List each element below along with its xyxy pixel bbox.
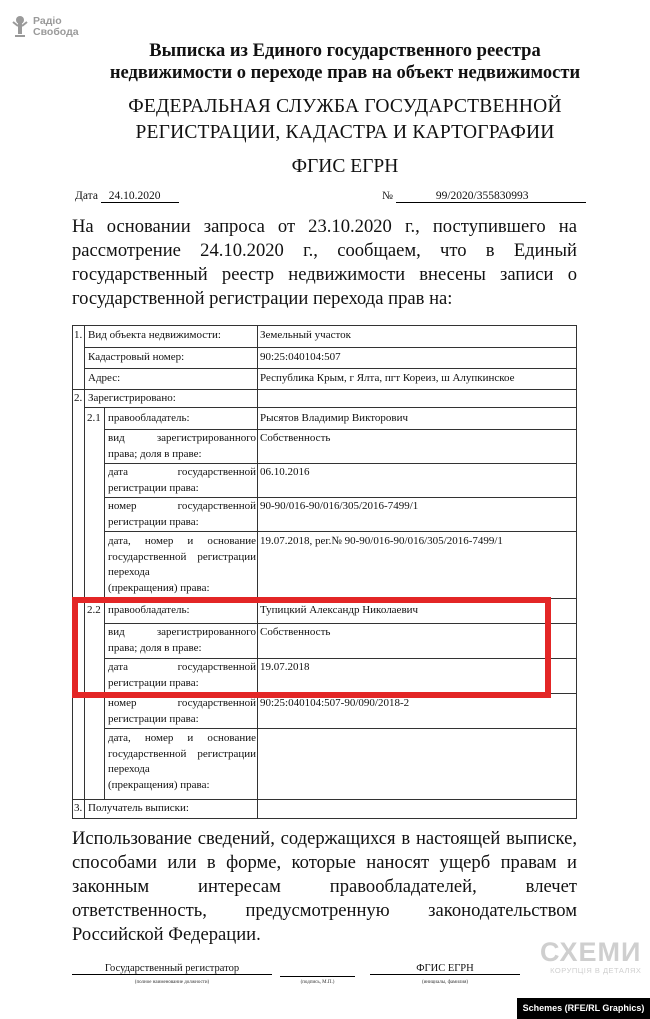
agency-name: [60, 94, 630, 146]
subsection-2-2-number: 2.2: [87, 604, 101, 616]
right-type-value-2-2: Собственность: [260, 626, 331, 638]
address-label: Адрес:: [88, 372, 121, 384]
logo-line-2: Свобода: [33, 26, 79, 38]
right-type-label-2-2: вид зарегистрированного права; доля в праве:: [108, 626, 256, 654]
number-value: 99/2020/355830993: [396, 190, 586, 203]
intro-paragraph: На основании запроса от 23.10.2020 г., поступившего на рассмотрение 24.10.2020 г., сообщаем, что в Единый государственный реестр недвижимости внесены записи о государственной регистрации перехода прав на:: [72, 216, 577, 309]
record-table: [72, 325, 577, 819]
radio-svoboda-logo: [10, 14, 79, 40]
reg-number-value-2-2: 90:25:040104:507-90/090/2018-2: [260, 697, 410, 709]
recipient-label: Получатель выписки:: [88, 802, 189, 814]
reg-number-label-2-2: номер государственной регистрации права:: [108, 697, 256, 725]
reg-date-value-2-2: 19.07.2018: [260, 661, 310, 673]
row-3-number: 3.: [74, 802, 83, 814]
holder-label-2-2: правообладатель:: [108, 604, 190, 616]
fgis-signature-line: ФГИС ЕГРН: [370, 963, 520, 975]
document-title: [60, 40, 630, 84]
registrar-signature-line: Государственный регистратор: [72, 963, 272, 975]
row-1-number: 1.: [74, 329, 83, 341]
watermark-sub: КОРУПЦІЯ В ДЕТАЛЯХ: [550, 966, 642, 975]
right-type-label-2-1: вид зарегистрированного права; доля в праве:: [108, 432, 256, 460]
registered-label: Зарегистрировано:: [88, 392, 176, 404]
date-value: 24.10.2020: [101, 190, 179, 203]
fgis-caption: (инициалы, фамилия): [421, 980, 469, 985]
cadastral-value: 90:25:040104:507: [260, 351, 341, 363]
schemes-watermark: [540, 938, 641, 975]
signature-line: [280, 963, 355, 977]
right-type-value-2-1: Собственность: [260, 432, 331, 444]
registrar-caption: (полное наименование должности): [134, 980, 210, 985]
object-type-value: Земельный участок: [260, 329, 351, 341]
signature-caption: (подпись, М.П.): [300, 980, 335, 985]
transfer-label-2-1: дата, номер и основание государственной регистрации перехода (прекращения) права:: [108, 535, 256, 594]
watermark-main: СХЕМИ: [540, 937, 642, 967]
cadastral-label: Кадастровый номер:: [88, 351, 185, 363]
address-value: Республика Крым, г Ялта, пгт Кореиз, ш Алупкинское: [260, 372, 515, 384]
holder-value-2-2: Тупицкий Александр Николаевич: [260, 604, 419, 616]
reg-number-label-2-1: номер государственной регистрации права:: [108, 500, 256, 528]
number-label: №: [382, 190, 393, 202]
credit-label: Schemes (RFE/RL Graphics): [517, 998, 650, 1019]
number-field: [382, 190, 586, 203]
holder-label-2-1: правообладатель:: [108, 412, 190, 424]
reg-date-label-2-2: дата государственной регистрации права:: [108, 661, 256, 689]
logo-line-1: Радіо: [33, 15, 62, 27]
highlight-box: [72, 597, 551, 698]
reg-date-value-2-1: 06.10.2016: [260, 466, 310, 478]
agency-line-1: ФЕДЕРАЛЬНАЯ СЛУЖБА ГОСУДАРСТВЕННОЙ: [128, 96, 562, 117]
system-name: ФГИС ЕГРН: [291, 156, 399, 177]
date-label: Дата: [75, 190, 98, 202]
reg-date-label-2-1: дата государственной регистрации права:: [108, 466, 256, 494]
transfer-label-2-2: дата, номер и основание государственной регистрации перехода (прекращения) права:: [108, 732, 256, 791]
row-2-number: 2.: [74, 392, 83, 404]
microphone-logo-icon: [10, 14, 30, 40]
object-type-label: Вид объекта недвижимости:: [88, 329, 221, 341]
title-line-1: Выписка из Единого государственного реестра: [149, 41, 541, 61]
subsection-2-1-number: 2.1: [87, 412, 101, 424]
footer-paragraph: Использование сведений, содержащихся в настоящей выписке, способами или в форме, которые наносят ущерб правам и законным интересам правообладателей, влечет ответственность, предусмотренную законодательством Российской Федерации.: [72, 828, 577, 945]
reg-number-value-2-1: 90-90/016-90/016/305/2016-7499/1: [260, 500, 419, 512]
title-line-2: недвижимости о переходе прав на объект недвижимости: [109, 63, 581, 83]
transfer-value-2-1: 19.07.2018, рег.№ 90-90/016-90/016/305/2016-7499/1: [260, 535, 503, 547]
agency-line-2: РЕГИСТРАЦИИ, КАДАСТРА И КАРТОГРАФИИ: [135, 122, 555, 143]
holder-value-2-1: Рысятов Владимир Викторович: [260, 412, 409, 424]
date-field: [75, 190, 179, 203]
